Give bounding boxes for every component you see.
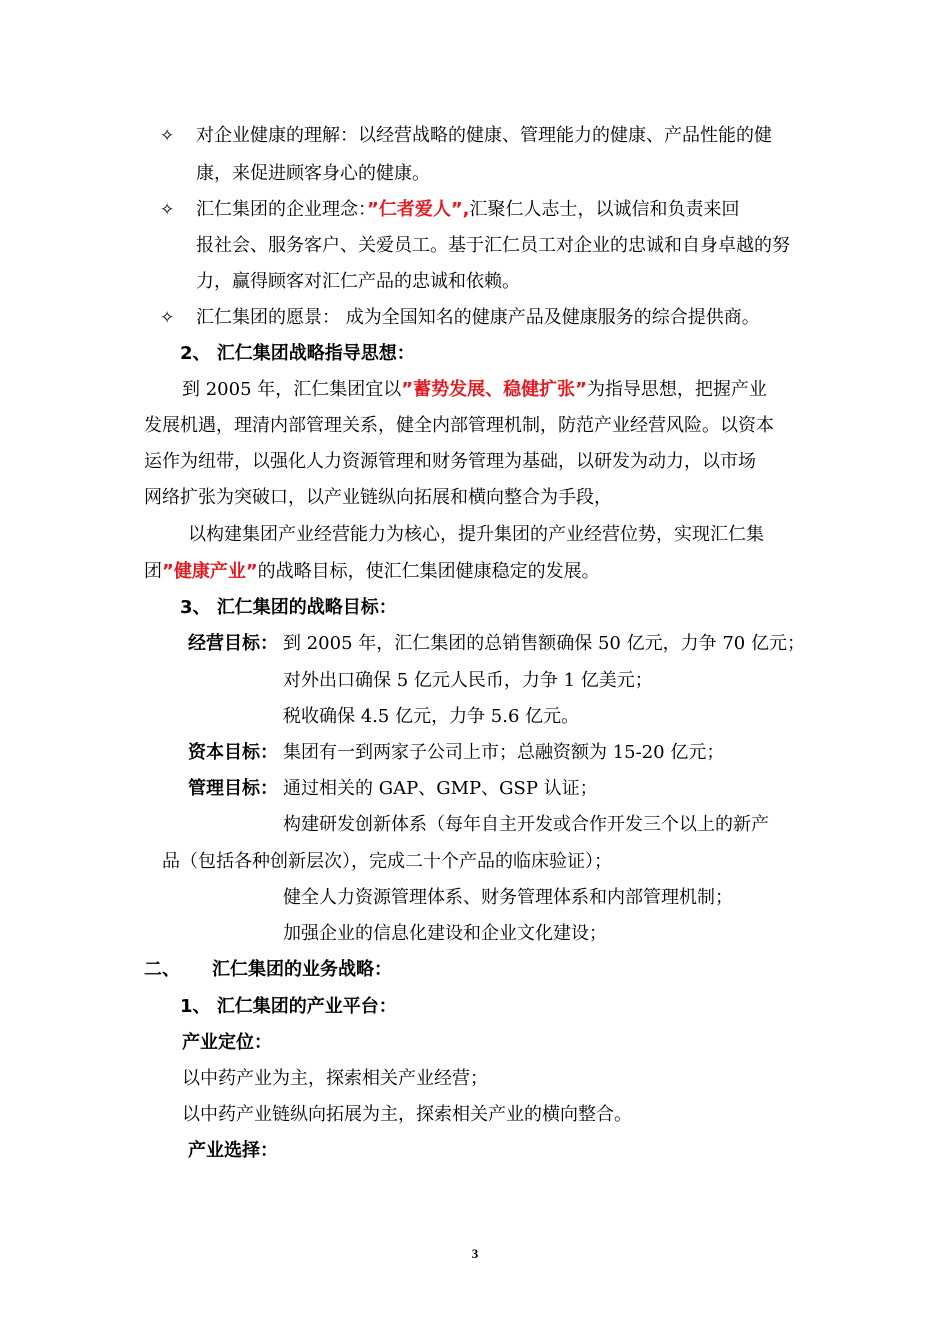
management-goal-item: 通过相关的 GAP、GMP、GSP 认证； — [283, 778, 598, 799]
bullet-2-prefix: 汇仁集团的企业理念： — [196, 199, 367, 220]
management-goal-item: 加强企业的信息化建设和企业文化建设； — [283, 923, 607, 944]
bullet-1-line-1: 对企业健康的理解：以经营战略的健康、管理能力的健康、产品性能的健 — [196, 125, 772, 146]
part-2-heading: 汇仁集团的业务战略： — [212, 959, 392, 980]
business-goal-item: 税收确保 4.5 亿元，力争 5.6 亿元。 — [283, 706, 580, 727]
bullet-2-red-slogan: ”仁者爱人”, — [367, 199, 470, 220]
page-number: 3 — [471, 1246, 479, 1261]
bullet-2-suffix: 汇聚仁人志士，以诚信和负责来回 — [469, 199, 740, 220]
section-2-p1-line-4: 网络扩张为突破口，以产业链纵向拓展和横向整合为手段， — [144, 487, 612, 508]
positioning-line: 以中药产业链纵向拓展为主，探索相关产业的横向整合。 — [182, 1104, 632, 1125]
management-goal-item-cont: 品（包括各种创新层次），完成二十个产品的临床验证）； — [162, 851, 612, 872]
section-2-p2-line-2 — [144, 560, 600, 584]
bullet-3-line-1: 汇仁集团的愿景： 成为全国知名的健康产品及健康服务的综合提供商。 — [196, 307, 760, 328]
management-goal-item: 构建研发创新体系（每年自主开发或合作开发三个以上的新产 — [283, 814, 769, 835]
section-2-p1-line-2: 发展机遇，理清内部管理关系，健全内部管理机制，防范产业经营风险。以资本 — [144, 415, 774, 436]
bullet-1-line-2: 康，来促进顾客身心的健康。 — [196, 163, 430, 184]
part-2-number: 二、 — [144, 959, 180, 980]
diamond-bullet-icon: ✧ — [160, 200, 175, 220]
business-goal-label: 经营目标： — [188, 633, 278, 654]
capital-goal-label: 资本目标： — [188, 742, 278, 763]
selection-label: 产业选择： — [188, 1140, 278, 1161]
subsection-1-heading: 1、 汇仁集团的产业平台： — [180, 996, 397, 1017]
positioning-label: 产业定位： — [182, 1032, 272, 1053]
section-2-p1-line-3: 运作为纽带，以强化人力资源管理和财务管理为基础，以研发为动力，以市场 — [144, 451, 756, 472]
section-2-p1-red: ”蓄势发展、稳健扩张” — [401, 379, 587, 400]
section-3-heading: 3、 汇仁集团的战略目标： — [180, 597, 397, 618]
section-2-p2-red: ”健康产业” — [162, 561, 258, 582]
diamond-bullet-icon: ✧ — [160, 126, 175, 146]
section-2-p2-suffix: 的战略目标，使汇仁集团健康稳定的发展。 — [257, 561, 600, 582]
section-2-p1-suffix: 为指导思想，把握产业 — [586, 379, 767, 400]
section-2-p1-line-1 — [182, 378, 767, 402]
bullet-2-line-1 — [196, 198, 740, 222]
bullet-2-line-3: 力，赢得顾客对汇仁产品的忠诚和依赖。 — [196, 271, 520, 292]
section-2-p2-line-1: 以构建集团产业经营能力为核心，提升集团的产业经营位势，实现汇仁集 — [188, 524, 764, 545]
business-goal-item: 到 2005 年，汇仁集团的总销售额确保 50 亿元，力争 70 亿元； — [283, 633, 805, 654]
section-2-p1-prefix: 到 2005 年，汇仁集团宜以 — [182, 379, 402, 400]
management-goal-label: 管理目标： — [188, 778, 278, 799]
section-2-p2-prefix: 团 — [144, 561, 162, 582]
management-goal-item: 健全人力资源管理体系、财务管理体系和内部管理机制； — [283, 887, 733, 908]
section-2-heading: 2、 汇仁集团战略指导思想： — [180, 343, 415, 364]
bullet-2-line-2: 报社会、服务客户、关爱员工。基于汇仁员工对企业的忠诚和自身卓越的努 — [196, 235, 790, 256]
diamond-bullet-icon: ✧ — [160, 308, 175, 328]
capital-goal-text: 集团有一到两家子公司上市；总融资额为 15-20 亿元； — [283, 742, 725, 763]
positioning-line: 以中药产业为主，探索相关产业经营； — [182, 1068, 488, 1089]
business-goal-item: 对外出口确保 5 亿元人民币，力争 1 亿美元； — [283, 670, 653, 691]
